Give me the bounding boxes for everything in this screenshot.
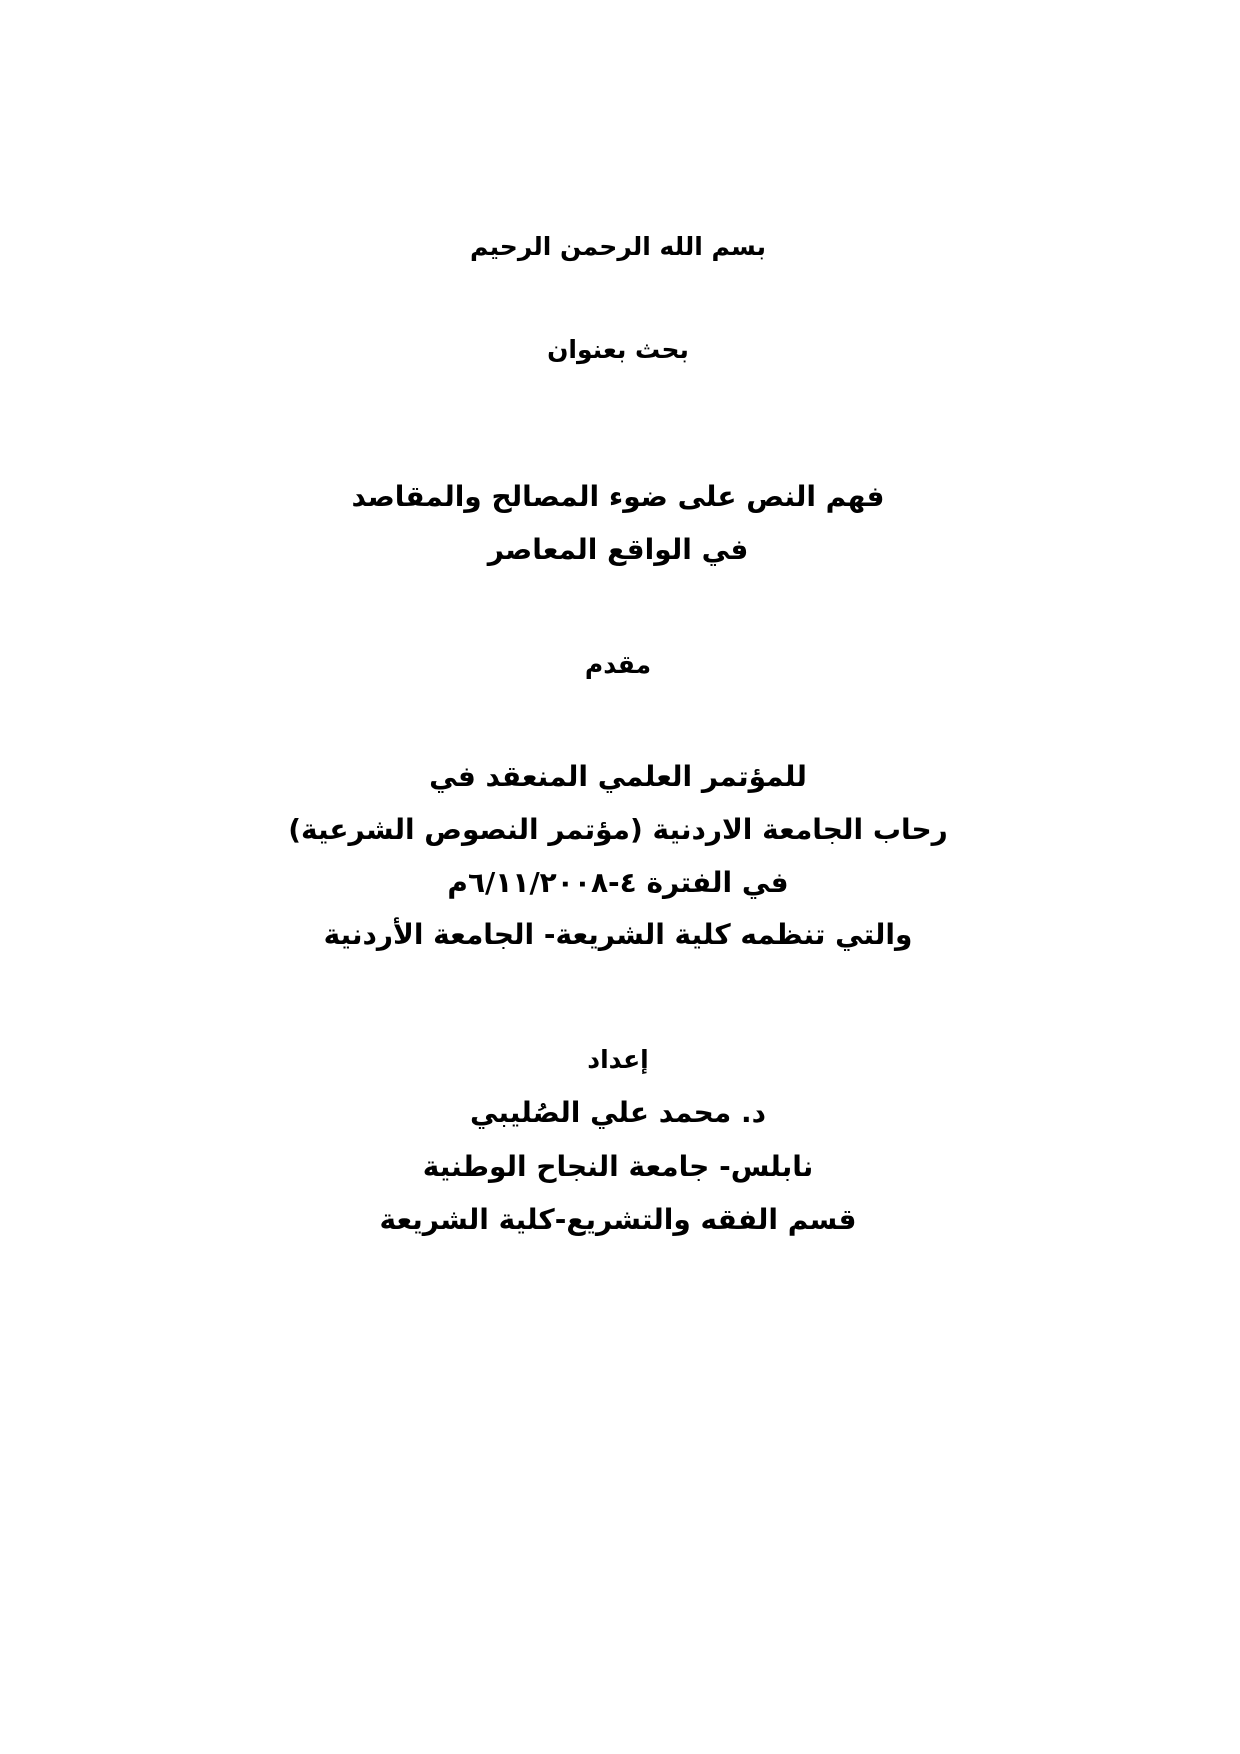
conference-dates: في الفترة ٤-٦/١١/٢٠٠٨م (447, 866, 789, 899)
author-name: د. محمد علي الصُليبي (470, 1096, 766, 1129)
author-department: قسم الفقه والتشريع-كلية الشريعة (379, 1203, 857, 1236)
prepared-by-label: إعداد (587, 1045, 649, 1074)
title-line-2: في الواقع المعاصر (487, 533, 749, 566)
conference-line-2: رحاب الجامعة الاردنية (مؤتمر النصوص الشرعية) (288, 813, 948, 846)
conference-line-1: للمؤتمر العلمي المنعقد في (429, 760, 807, 793)
conference-organizer: والتي تنظمه كلية الشريعة- الجامعة الأردنية (323, 918, 913, 951)
presented-label: مقدم (584, 650, 652, 679)
research-label: بحث بعنوان (547, 335, 689, 364)
title-line-1: فهم النص على ضوء المصالح والمقاصد (351, 480, 885, 513)
basmala: بسم الله الرحمن الرحيم (470, 232, 766, 261)
author-affiliation: نابلس- جامعة النجاح الوطنية (422, 1150, 814, 1183)
